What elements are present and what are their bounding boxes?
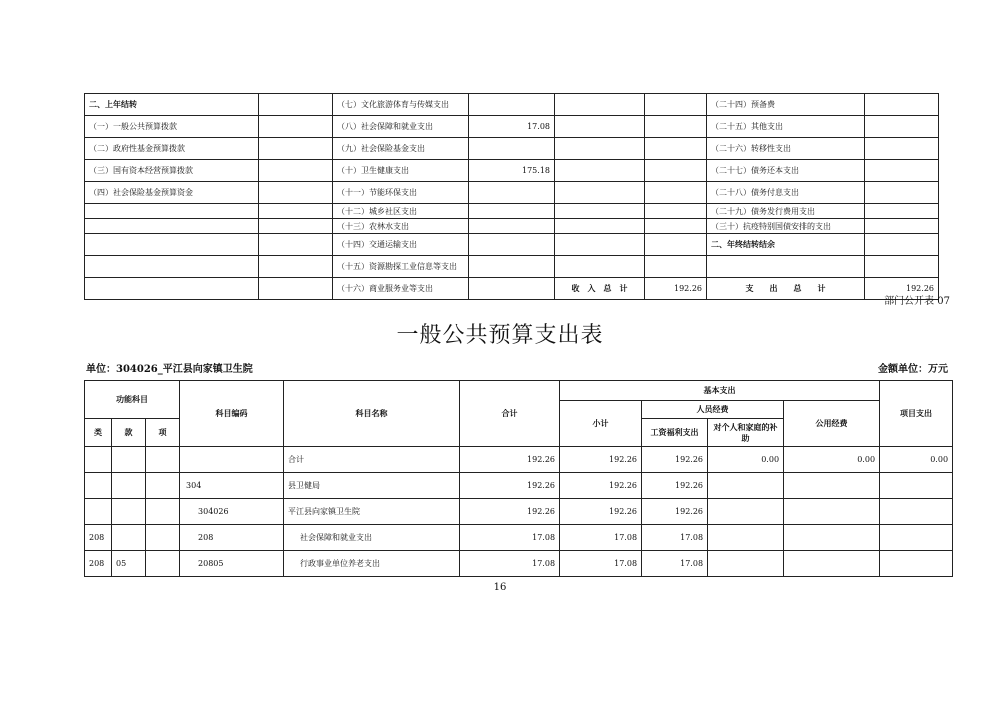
header-basic: 基本支出 [560,381,880,401]
top-table-cell: （二）政府性基金预算拨款 [85,138,259,160]
top-table-cell: （七）文化旅游体育与传媒支出 [333,94,469,116]
cell-personal [708,499,784,525]
cell-xiang [146,551,180,577]
top-table-cell: （十）卫生健康支出 [333,160,469,182]
top-table-row [85,278,939,300]
table-row [85,473,953,499]
top-table-cell [645,116,707,138]
cell-total: 17.08 [460,525,560,551]
top-table-cell [85,234,259,256]
top-table-cell [85,219,259,234]
top-table-cell: 192.26 [865,278,939,300]
cell-kuan [112,499,146,525]
top-table-cell: （三）国有资本经营预算拨款 [85,160,259,182]
header-subtotal: 小计 [560,401,642,447]
header-name: 科目名称 [284,381,460,447]
top-table-cell [645,138,707,160]
top-table-cell [469,278,555,300]
cell-project [880,499,953,525]
cell-code: 208 [180,525,284,551]
table-row [85,551,953,577]
cell-public [784,551,880,577]
header-kuan: 款 [112,419,146,447]
top-table-row [85,94,939,116]
amount-unit-label: 金额单位：万元 [878,364,948,375]
top-table-cell: （二十七）债务还本支出 [707,160,865,182]
top-table-row [85,182,939,204]
cell-project [880,473,953,499]
header-public: 公用经费 [784,401,880,447]
cell-xiang [146,447,180,473]
header-personnel: 人员经费 [642,401,784,419]
cell-name: 合计 [284,447,460,473]
header-total: 合计 [460,381,560,447]
top-table-cell: 175.18 [469,160,555,182]
cell-public [784,499,880,525]
top-table-cell [645,160,707,182]
top-table-cell [865,256,939,278]
cell-kuan [112,525,146,551]
cell-wages: 192.26 [642,447,708,473]
top-table-cell [865,116,939,138]
top-table-cell [707,256,865,278]
cell-personal [708,551,784,577]
cell-kuan: 05 [112,551,146,577]
unit-label: 单位：304026_平江县向家镇卫生院 [86,364,253,375]
top-table-cell [259,219,333,234]
top-table-cell [865,138,939,160]
top-table-cell: 二、年终结转结余 [707,234,865,256]
top-table-cell [555,116,645,138]
cell-total: 17.08 [460,551,560,577]
cell-kuan [112,473,146,499]
cell-name: 平江县向家镇卫生院 [284,499,460,525]
cell-public [784,525,880,551]
top-table-cell [259,204,333,219]
top-table-cell [259,182,333,204]
top-table-cell [85,278,259,300]
top-table-cell: （二十八）债务付息支出 [707,182,865,204]
top-table-cell [555,219,645,234]
page-label: 部门公开表 07 [884,296,950,307]
top-table-cell [259,160,333,182]
cell-project: 0.00 [880,447,953,473]
cell-name: 县卫健局 [284,473,460,499]
cell-lei [85,447,112,473]
top-table-row [85,234,939,256]
top-table-cell: （三十）抗疫特别国债安排的支出 [707,219,865,234]
top-table-row [85,116,939,138]
top-table-row [85,256,939,278]
cell-public [784,473,880,499]
top-table-cell: 17.08 [469,116,555,138]
cell-wages: 192.26 [642,499,708,525]
top-table-cell [865,204,939,219]
top-table-cell: 支 出 总 计 [707,278,865,300]
top-table-cell [865,94,939,116]
cell-project [880,525,953,551]
top-table-row [85,219,939,234]
cell-lei: 208 [85,551,112,577]
top-table-cell: （二十五）其他支出 [707,116,865,138]
cell-xiang [146,499,180,525]
cell-total: 192.26 [460,447,560,473]
top-table-cell [469,182,555,204]
top-table-cell [469,204,555,219]
header-wages: 工资福利支出 [642,419,708,447]
header-xiang: 项 [146,419,180,447]
header-lei: 类 [85,419,112,447]
page-title: 一般公共预算支出表 [396,323,604,348]
top-table-cell [259,234,333,256]
top-table-cell [555,138,645,160]
cell-subtotal: 17.08 [560,551,642,577]
cell-project [880,551,953,577]
top-summary-table [84,93,939,300]
cell-xiang [146,525,180,551]
top-table-cell [85,204,259,219]
cell-personal: 0.00 [708,447,784,473]
top-table-cell [555,94,645,116]
top-table-cell: （十五）资源勘探工业信息等支出 [333,256,469,278]
top-table-cell [645,256,707,278]
top-table-cell [555,160,645,182]
cell-personal [708,473,784,499]
top-table-cell [469,256,555,278]
cell-code: 304 [180,473,284,499]
top-table-cell: 二、上年结转 [85,94,259,116]
cell-subtotal: 17.08 [560,525,642,551]
top-table-cell [85,256,259,278]
top-table-cell [645,234,707,256]
table-row [85,525,953,551]
expenditure-table [84,380,953,577]
cell-code [180,447,284,473]
cell-kuan [112,447,146,473]
cell-public: 0.00 [784,447,880,473]
top-table-cell: （八）社会保障和就业支出 [333,116,469,138]
top-table-cell: （十二）城乡社区支出 [333,204,469,219]
page-number: 16 [493,582,507,593]
top-table-cell [645,94,707,116]
cell-lei: 208 [85,525,112,551]
top-table-cell [865,182,939,204]
cell-wages: 17.08 [642,525,708,551]
top-table-cell: （十四）交通运输支出 [333,234,469,256]
top-table-cell [469,234,555,256]
top-table-cell: （十三）农林水支出 [333,219,469,234]
top-table-cell [645,182,707,204]
cell-code: 20805 [180,551,284,577]
top-table-cell [555,256,645,278]
cell-xiang [146,473,180,499]
top-table-cell: （二十九）债务发行费用支出 [707,204,865,219]
top-table-cell [469,94,555,116]
header-project: 项目支出 [880,381,953,447]
cell-total: 192.26 [460,499,560,525]
top-table-cell: （二十四）预备费 [707,94,865,116]
cell-name: 社会保障和就业支出 [284,525,460,551]
top-table-cell [645,204,707,219]
top-table-cell [259,116,333,138]
cell-name: 行政事业单位养老支出 [284,551,460,577]
cell-wages: 192.26 [642,473,708,499]
top-table-cell [469,138,555,160]
top-table-cell: （一）一般公共预算拨款 [85,116,259,138]
top-table-cell [865,219,939,234]
top-table-row [85,138,939,160]
table-row [85,447,953,473]
top-table-cell [865,160,939,182]
top-table-cell [259,278,333,300]
cell-code: 304026 [180,499,284,525]
top-table-cell: （四）社会保险基金预算资金 [85,182,259,204]
top-table-cell: （十六）商业服务业等支出 [333,278,469,300]
top-table-cell [555,234,645,256]
top-table-cell: （九）社会保险基金支出 [333,138,469,160]
top-table-cell [259,138,333,160]
header-code: 科目编码 [180,381,284,447]
top-table-cell [259,94,333,116]
top-table-cell: （十一）节能环保支出 [333,182,469,204]
cell-lei [85,473,112,499]
top-table-cell: 192.26 [645,278,707,300]
cell-lei [85,499,112,525]
top-table-cell: （二十六）转移性支出 [707,138,865,160]
table-row [85,499,953,525]
top-table-cell [469,219,555,234]
top-table-cell [645,219,707,234]
top-table-row [85,204,939,219]
header-personal: 对个人和家庭的补助 [708,419,784,447]
top-table-cell [259,256,333,278]
cell-personal [708,525,784,551]
top-table-cell: 收 入 总 计 [555,278,645,300]
cell-subtotal: 192.26 [560,447,642,473]
cell-subtotal: 192.26 [560,473,642,499]
cell-total: 192.26 [460,473,560,499]
top-table-cell [555,182,645,204]
top-table-cell [865,234,939,256]
top-table-cell [555,204,645,219]
cell-subtotal: 192.26 [560,499,642,525]
top-table-row [85,160,939,182]
header-function-subject: 功能科目 [85,381,180,419]
cell-wages: 17.08 [642,551,708,577]
